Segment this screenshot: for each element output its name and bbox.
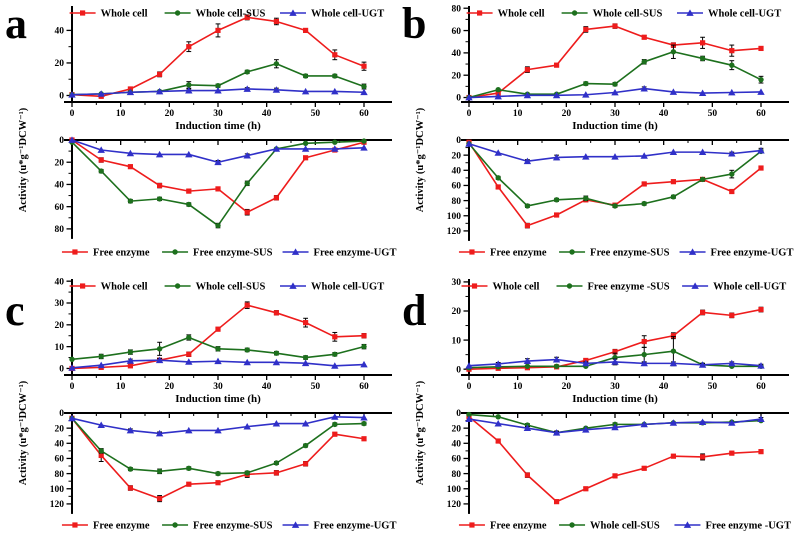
legend-top (467, 9, 782, 20)
svg-text:40: 40 (451, 439, 461, 450)
svg-text:120: 120 (446, 227, 461, 238)
panel-letter-b: b (402, 0, 427, 48)
svg-text:40: 40 (658, 382, 669, 392)
svg-text:Free enzyme: Free enzyme (489, 520, 547, 532)
legend-bottom (459, 521, 791, 532)
svg-text:100: 100 (446, 211, 461, 222)
panel-c (0, 273, 397, 546)
svg-text:100: 100 (49, 484, 64, 495)
svg-text:10: 10 (115, 109, 126, 119)
svg-text:Whole cell-SUS: Whole cell-SUS (592, 8, 663, 20)
svg-text:20: 20 (451, 307, 461, 318)
x-axis-label: Induction time (h) (175, 120, 261, 132)
axes (452, 278, 790, 392)
y-axis-label: Activity (u*g⁻¹DCW⁻¹) (415, 107, 426, 213)
legend-top (70, 9, 385, 20)
svg-text:60: 60 (451, 454, 461, 465)
series-free-enzyme-sus (466, 141, 763, 209)
svg-text:80: 80 (54, 225, 64, 236)
panel-a-chart (0, 0, 397, 273)
svg-text:Whole cell: Whole cell (100, 281, 148, 293)
svg-text:60: 60 (451, 181, 461, 192)
svg-text:0: 0 (59, 409, 64, 420)
svg-text:100: 100 (446, 484, 461, 495)
y-axis-label: Activity (u*g⁻¹DCW⁻¹) (18, 107, 29, 213)
svg-text:Free enzyme -SUS: Free enzyme -SUS (587, 281, 670, 293)
svg-text:40: 40 (54, 180, 64, 191)
svg-text:10: 10 (54, 342, 64, 353)
svg-text:60: 60 (451, 26, 461, 37)
svg-text:50: 50 (707, 109, 718, 119)
svg-text:40: 40 (658, 109, 669, 119)
svg-text:30: 30 (610, 382, 620, 392)
svg-text:40: 40 (261, 382, 272, 392)
panel-b (397, 0, 794, 273)
svg-text:60: 60 (756, 382, 766, 392)
svg-text:20: 20 (451, 151, 461, 162)
svg-text:Whole cell-UGT: Whole cell-UGT (311, 8, 385, 20)
x-axis-label: Induction time (h) (572, 120, 658, 132)
axes (452, 4, 790, 119)
axes (55, 277, 393, 392)
legend-top (70, 282, 385, 293)
svg-text:80: 80 (54, 469, 64, 480)
svg-text:0: 0 (59, 364, 64, 375)
svg-text:20: 20 (451, 424, 461, 435)
svg-text:60: 60 (54, 454, 64, 465)
panel-d-chart-host (397, 273, 794, 546)
svg-text:120: 120 (49, 500, 64, 511)
svg-text:0: 0 (456, 409, 461, 420)
svg-text:Whole cell-SUS: Whole cell-SUS (195, 281, 266, 293)
svg-text:Free enzyme: Free enzyme (92, 247, 150, 259)
svg-text:0: 0 (466, 109, 472, 119)
svg-text:20: 20 (164, 109, 175, 119)
svg-text:30: 30 (213, 382, 223, 392)
panel-b-chart (397, 0, 794, 273)
axes (55, 136, 393, 239)
svg-text:Whole cell-SUS: Whole cell-SUS (590, 520, 660, 532)
svg-text:40: 40 (54, 439, 64, 450)
svg-text:20: 20 (54, 321, 64, 332)
legend-bottom (62, 248, 397, 259)
svg-text:Whole cell-SUS: Whole cell-SUS (195, 8, 266, 20)
svg-text:Free enzyme-SUS: Free enzyme-SUS (193, 247, 273, 259)
svg-text:Free enzyme-UGT: Free enzyme-UGT (710, 247, 794, 259)
svg-text:0: 0 (456, 93, 461, 104)
svg-text:80: 80 (451, 4, 461, 15)
panel-b-chart-host (397, 0, 794, 273)
series-whole-cell-ugt (68, 85, 367, 97)
legend-bottom (459, 248, 794, 259)
svg-text:40: 40 (451, 49, 461, 60)
svg-text:Free enzyme: Free enzyme (92, 520, 150, 532)
svg-text:10: 10 (512, 382, 523, 392)
svg-text:30: 30 (213, 109, 223, 119)
svg-text:10: 10 (451, 336, 461, 347)
svg-text:40: 40 (261, 109, 272, 119)
panel-letter-a: a (5, 0, 27, 48)
svg-text:60: 60 (756, 109, 766, 119)
svg-text:20: 20 (54, 158, 64, 169)
svg-text:80: 80 (451, 196, 461, 207)
svg-text:40: 40 (54, 26, 64, 37)
svg-text:Whole cell-UGT: Whole cell-UGT (713, 281, 787, 293)
svg-text:Free enzyme-UGT: Free enzyme-UGT (313, 520, 397, 532)
svg-text:Whole cell: Whole cell (100, 8, 148, 20)
svg-text:30: 30 (610, 109, 620, 119)
svg-text:60: 60 (359, 382, 369, 392)
legend-bottom (62, 521, 397, 532)
svg-text:40: 40 (451, 166, 461, 177)
svg-text:20: 20 (561, 109, 572, 119)
svg-text:10: 10 (512, 109, 523, 119)
svg-text:0: 0 (466, 382, 472, 392)
svg-text:0: 0 (59, 91, 64, 102)
panel-a-chart-host (0, 0, 397, 273)
axes (55, 6, 393, 119)
panel-c-chart (0, 273, 397, 546)
svg-text:120: 120 (446, 500, 461, 511)
svg-text:20: 20 (54, 59, 64, 70)
svg-text:Free enzyme-SUS: Free enzyme-SUS (193, 520, 273, 532)
svg-text:20: 20 (54, 424, 64, 435)
svg-text:Free enzyme: Free enzyme (489, 247, 547, 259)
svg-text:50: 50 (310, 109, 321, 119)
svg-text:20: 20 (561, 382, 572, 392)
legend-top (462, 282, 787, 293)
panel-d-chart (397, 273, 794, 546)
svg-text:50: 50 (310, 382, 321, 392)
svg-text:80: 80 (451, 469, 461, 480)
svg-text:Free enzyme -UGT: Free enzyme -UGT (705, 520, 791, 532)
svg-text:0: 0 (456, 365, 461, 376)
panel-c-chart-host (0, 273, 397, 546)
svg-text:Whole cell: Whole cell (492, 281, 540, 293)
svg-text:Free enzyme-SUS: Free enzyme-SUS (590, 247, 670, 259)
svg-text:Free enzyme-UGT: Free enzyme-UGT (313, 247, 397, 259)
svg-text:0: 0 (59, 136, 64, 147)
svg-text:60: 60 (359, 109, 369, 119)
svg-text:Whole cell-UGT: Whole cell-UGT (311, 281, 385, 293)
svg-text:Whole cell-UGT: Whole cell-UGT (708, 8, 782, 20)
svg-text:20: 20 (451, 71, 461, 82)
y-axis-label: Activity (u*g⁻¹DCW⁻¹) (18, 380, 29, 486)
panel-a (0, 0, 397, 273)
svg-text:50: 50 (707, 382, 718, 392)
y-axis-label: Activity (u*g⁻¹DCW⁻¹) (415, 380, 426, 486)
svg-text:40: 40 (54, 277, 64, 288)
svg-text:30: 30 (54, 299, 64, 310)
svg-text:Whole cell: Whole cell (497, 8, 545, 20)
series-free-enzyme-sus (466, 337, 763, 371)
panel-d (397, 273, 794, 546)
svg-text:0: 0 (69, 109, 75, 119)
x-axis-label: Induction time (h) (175, 393, 261, 405)
svg-text:30: 30 (451, 278, 461, 289)
panel-letter-c: c (5, 286, 25, 335)
svg-text:0: 0 (69, 382, 75, 392)
svg-text:0: 0 (456, 136, 461, 147)
svg-text:20: 20 (164, 382, 175, 392)
series-whole-cell-ugt (68, 357, 367, 371)
svg-text:60: 60 (54, 202, 64, 213)
svg-text:10: 10 (115, 382, 126, 392)
panel-letter-d: d (402, 286, 427, 335)
series-free-enzyme-ugt (465, 415, 764, 435)
series-whole-cell-ugt (465, 85, 764, 100)
x-axis-label: Induction time (h) (572, 393, 658, 405)
